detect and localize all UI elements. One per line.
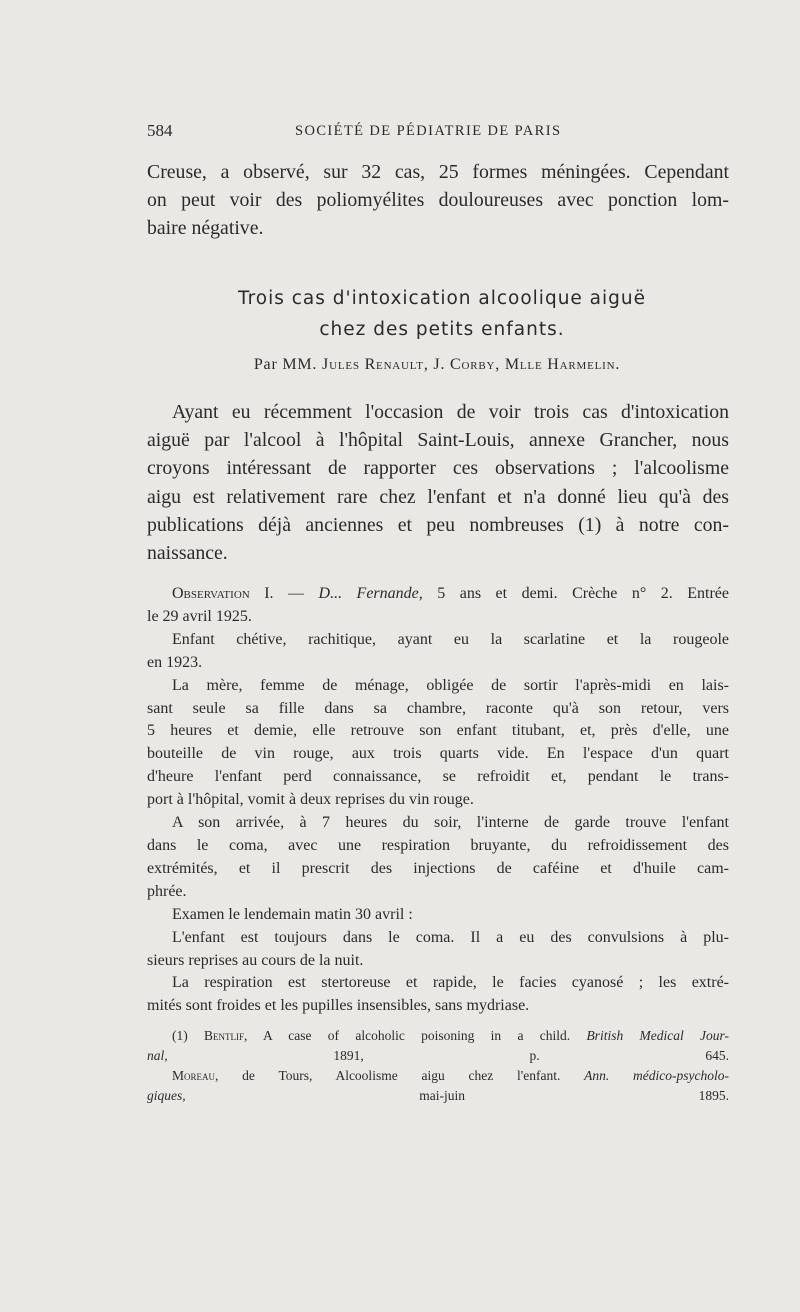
authors-prefix: Par MM. [253, 356, 318, 373]
footnote-author: Bentlif, [204, 1028, 248, 1043]
footnote-text: A case of alcoholic poisoning in a child. [247, 1028, 587, 1043]
text-line: d'heure l'enfant perd connaissance, se refroidit et, pendant le trans- [147, 768, 729, 786]
footnote-2-line2 [147, 1086, 729, 1106]
text-line: publications déjà anciennes et peu nombreuses (1) à notre con- [147, 513, 729, 536]
observation-info: 5 ans et demi. Crèche n° 2. Entrée [422, 585, 729, 602]
text-line: mités sont froides et les pupilles insensibles, sans mydriase. [147, 997, 530, 1015]
text-line: Examen le lendemain matin 30 avril : [172, 905, 413, 923]
running-title: SOCIÉTÉ DE PÉDIATRIE DE PARIS [295, 123, 562, 139]
text-line: sant seule sa fille dans sa chambre, raconte qu'à son retour, vers [147, 699, 729, 717]
intro-paragraph [147, 158, 729, 243]
article-authors [147, 356, 727, 374]
footnote-text: 1891, p. 645. [167, 1048, 729, 1063]
footnote-1-line2 [147, 1046, 729, 1066]
text-line: 5 heures et demie, elle retrouve son enfant titubant, et, près d'elle, une [147, 722, 729, 740]
text-line: La respiration est stertoreuse et rapide, le facies cyanosé ; les extré- [172, 974, 729, 992]
text-line: en 1923. [147, 653, 203, 671]
text-line: baire négative. [147, 217, 264, 240]
page-number: 584 [147, 121, 173, 140]
footnote-journal: nal, [147, 1048, 168, 1063]
text-line: sieurs reprises au cours de la nuit. [147, 951, 364, 969]
footnote-marker: (1) [172, 1028, 188, 1043]
text-line: Ayant eu récemment l'occasion de voir trois cas d'intoxication [172, 401, 729, 423]
text-line: La mère, femme de ménage, obligée de sortir l'après-midi en lais- [172, 676, 729, 694]
article-title-line2: chez des petits enfants. [319, 319, 565, 340]
patient-name: D... Fernande, [318, 585, 423, 602]
footnote-text: mai-juin 1895. [185, 1088, 729, 1103]
text-line: L'enfant est toujours dans le coma. Il a eu des convulsions à plu- [172, 928, 729, 946]
footnote-journal: giques, [147, 1088, 186, 1103]
text-line: phrée. [147, 882, 187, 900]
footnote-1-line1 [147, 1026, 729, 1046]
observation-dash: — [273, 585, 319, 602]
text-line: aigu est relativement rare chez l'enfant et n'a donné lieu qu'à des [147, 485, 729, 508]
text-line: naissance. [147, 542, 228, 565]
text-line: croyons intéressant de rapporter ces observations ; l'alcoolisme [147, 457, 729, 480]
text-line: Creuse, a observé, sur 32 cas, 25 formes méningées. Cependant [147, 161, 729, 183]
text-line: bouteille de vin rouge, aux trois quarts vide. En l'espace d'un quart [147, 745, 729, 763]
footnote-text: de Tours, Alcoolisme aigu chez l'enfant. [218, 1068, 585, 1083]
text-line: extrémités, et il prescrit des injections de caféine et d'huile cam- [147, 859, 729, 877]
text-line: port à l'hôpital, vomit à deux reprises du vin rouge. [147, 791, 474, 809]
footnote-2-line1 [147, 1066, 729, 1086]
observation-heading-line [147, 583, 729, 606]
footnotes [147, 1026, 729, 1106]
text-line: A son arrivée, à 7 heures du soir, l'interne de garde trouve l'enfant [172, 814, 729, 832]
text-line: le 29 avril 1925. [147, 607, 252, 625]
observation-section [147, 583, 729, 1018]
observation-label: Observation I. [172, 585, 274, 602]
text-line: on peut voir des poliomyélites douloureuses avec ponction lom- [147, 189, 729, 212]
text-line: aiguë par l'alcool à l'hôpital Saint-Louis, annexe Grancher, nous [147, 429, 729, 452]
main-paragraph [147, 398, 729, 567]
footnote-journal: Ann. médico-psycholo- [584, 1068, 729, 1083]
text-line: dans le coma, avec une respiration bruyante, du refroidissement des [147, 836, 729, 854]
article-title-line1: Trois cas d'intoxication alcoolique aiguë [237, 288, 647, 309]
text-line: Enfant chétive, rachitique, ayant eu la scarlatine et la rougeole [172, 630, 729, 648]
footnote-author: Moreau, [172, 1068, 219, 1083]
authors-names: Jules Renault, J. Corby, Mlle Harmelin. [322, 356, 621, 373]
footnote-journal: British Medical Jour- [586, 1028, 729, 1043]
page-header [147, 121, 719, 143]
